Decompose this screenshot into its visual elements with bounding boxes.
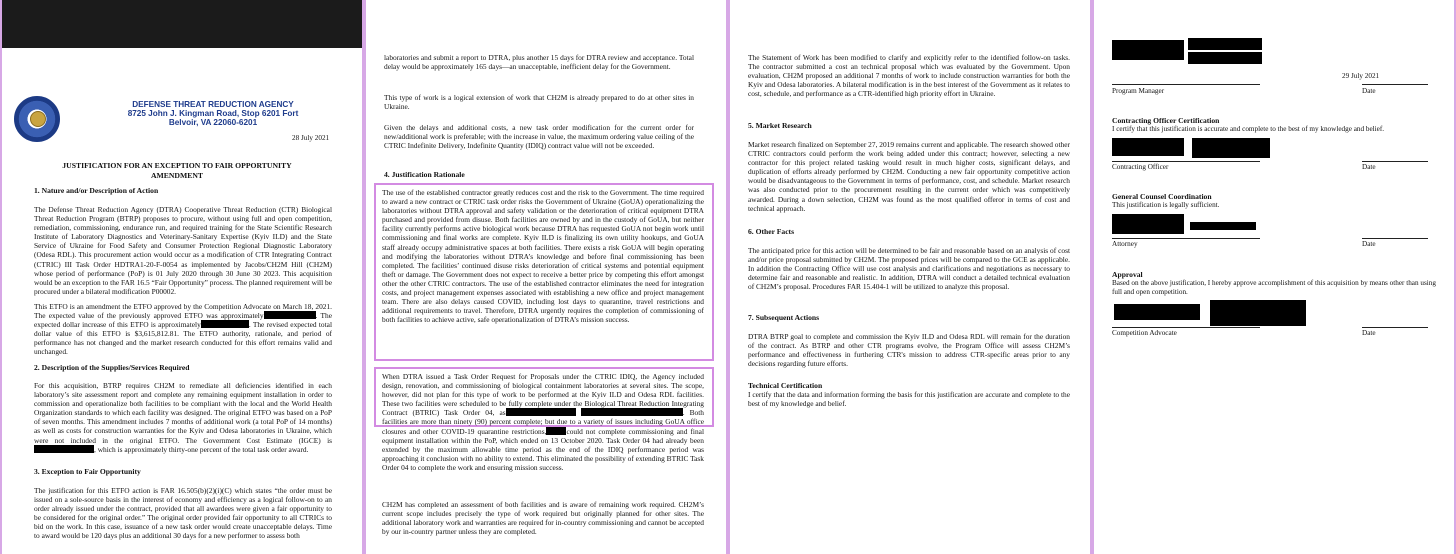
- attorney-label: Attorney: [1112, 240, 1138, 248]
- section-1-text: The Defense Threat Reduction Agency (DTRA) Cooperative Threat Reduction (CTR) Biological Threat Reduction Program (BTRP) proposes to procure, without using full and open competition, remediation, commissioning, endurance run, and required training for the State Scientific Research Institute of Laboratory Diagnostics and Veterinary-Sanitary Expertise (Kyiv ILD) and the State Service of Ukraine for Food Safety and Consumer Protection Regional Diagnostic Laboratory (Odesa RDL). This procurement action would occur as a modification of CTR Integrating Contract (CTRIC) III Task Order HDTRA1-20-F-0054 as implemented by Jacobs/CH2M Hill (CH2M) whose period of performance (PoP) is 01 July 2020 through 30 June 30 2023. This acquisition would be an exception to the FAR 16.5 “Fair Opportunity” process. The planned requirement will be procured under a bilateral modification P00002.: [34, 205, 332, 296]
- date-line: [1362, 84, 1428, 85]
- general-counsel-text: This justification is legally sufficient.: [1112, 201, 1220, 209]
- date-label: Date: [1362, 329, 1376, 337]
- document-title: JUSTIFICATION FOR AN EXCEPTION TO FAIR OPPORTUNITY AMENDMENT: [62, 161, 292, 180]
- section-6-heading: 6. Other Facts: [748, 227, 795, 236]
- agency-letterhead: [98, 100, 328, 127]
- paragraph-subsequent-actions: DTRA BTRP goal to complete and commission the Kyiv ILD and Odesa RDL will remain for the duration of the contract. As BTRP and other CTR programs evolve, the Program Office will assess CH2M’s performance and effectiveness in furthering CTR's mission to address CTR-specific areas prior to any decisions regarding future efforts.: [748, 332, 1070, 369]
- redaction-bar: [506, 408, 576, 416]
- signature-line: [1112, 327, 1260, 328]
- paragraph-market-research: Market research finalized on September 27, 2019 remains current and applicable. The research showed other CTRIC contractors could perform the work being added under this contract; however, selecting a new contractor for this project related tasking would result in much higher costs, significant delays, and duplication of efforts already performed by CH2M. Conducting a new fair opportunity competitive action would be disadvantageous to the Government in terms of performance, cost, and schedule. Market research was also conducted prior to the procurement resulting in the current order which was competitively awarded. During a down selection, CH2M was found as the most qualified offeror in terms of cost and technical approach.: [748, 140, 1070, 213]
- redaction-bar: [1188, 52, 1262, 64]
- signature-line: [1112, 84, 1260, 85]
- agency-name: DEFENSE THREAT REDUCTION AGENCY: [132, 100, 294, 109]
- page-top-bar: [2, 0, 362, 48]
- contracting-officer-certification-heading: Contracting Officer Certification: [1112, 116, 1220, 125]
- contracting-officer-label: Contracting Officer: [1112, 163, 1169, 171]
- paragraph-task-order: When DTRA issued a Task Order Request for Proposals under the CTRIC IDIQ, the Agency included design, renovation, and commissioning of biological containment laboratories at several sites. The scope, however, did not plan for this type of work to be performed at the Kyiv ILD and Odesa RDL facilities. These two facilities were scheduled to be fully complete under the Biological Threat Reduction Integrating Contract (BTRIC) Task Order 04, as . Both facilities are more than ninety (90) percent complete; but due to a variety of issues including GoUA office closures and other COVID-19 quarantine restrictions, could not complete commissioning and final equipment installation within the PoP, which ended on 13 October 2020. Task Order 04 had already been extended by the maximum allowable time period as the end of the IDIQ performance period was approaching it conclusion with no ability to extend. This eliminated the possibility of extending BTRIC Task Order 04 to complete the work and ensuring mission success.: [382, 372, 704, 472]
- section-4-heading: 4. Justification Rationale: [384, 170, 465, 179]
- paragraph-sow: The Statement of Work has been modified to clarify and explicitly refer to the identified follow-on tasks. The contractor submitted a cost an technical proposal which was evaluated by the Government. Upon evaluation, CH2M proposed an additional 7 months of work to include construction warranties for both the Kyiv and Odesa laboratories. A bilateral modification is in the best interest of the Government as it relates to cost, schedule, and performance as a CTR-identified high priority effort in Ukraine.: [748, 53, 1070, 99]
- redaction-bar: [264, 311, 316, 319]
- signature-date: 29 July 2021: [1342, 72, 1380, 80]
- paragraph-assessment: CH2M has completed an assessment of both facilities and is aware of remaining work required. CH2M’s current scope includes precisely the type of work required but originally planned for other sites. The additional laboratory work and warranties are required for in-country commissioning and cannot be accepted by our in-country partner unless they are completed.: [382, 500, 704, 537]
- section-1-heading: 1. Nature and/or Description of Action: [34, 186, 159, 195]
- redaction-bar: [1210, 300, 1306, 326]
- section-2-text: For this acquisition, BTRP requires CH2M to remediate all deficiencies identified in each laboratory’s site assessment report and complete any remaining equipment installation in order to commission and operationalize both facilities to be compliant with the local and the World Health Organization standards to which each facility was designed. The original ETFO was based on a PoP of seven months. This amendment includes 7 months of additional work (a total PoP of 14 months) as well as costs for construction warranties for the Kyiv and Odesa laboratories in Ukraine, which were not included in the original ETFO. The Government Cost Estimate (IGCE) is, which is approximately thirty-one percent of the total task order award.: [34, 381, 332, 454]
- dtra-seal-icon: [14, 96, 60, 142]
- redaction-bar: [1192, 138, 1270, 158]
- agency-address-1: 8725 John J. Kingman Road, Stop 6201 Fort: [127, 109, 299, 118]
- competition-advocate-label: Competition Advocate: [1112, 329, 1177, 337]
- section-3-text: The justification for this ETFO action is FAR 16.505(b)(2)(i)(C) which states “the order must be issued on a sole-source basis in the interest of economy and efficiency as a logical follow-on to an order already issued under the contract, provided that all awardees were given a fair opportunity to be considered for the original order.” The original order provided fair opportunity to all CTRICs to bid on the work. In this case, issuance of a new task order would create unacceptable delays. Time to award would be 120 days plus an additional 30 days for a new performer to assess both: [34, 486, 332, 541]
- general-counsel-coordination-heading: General Counsel Coordination: [1112, 192, 1212, 201]
- section-2-heading: 2. Description of the Supplies/Services Required: [34, 363, 190, 372]
- redaction-bar: [1114, 304, 1200, 320]
- date-line: [1362, 238, 1428, 239]
- date-label: Date: [1362, 163, 1376, 171]
- redaction-bar: [1190, 222, 1256, 230]
- document-page-3: [730, 0, 1090, 554]
- section-1b-text: This ETFO is an amendment the ETFO approved by the Competition Advocate on March 18, 2021. The expected value of the previously approved ETFO was approximately . The expected dollar increase of this ETFO is approximately . The revised expected total dollar value of this ETFO is $3,615,812.81. The ETFO authority, rationale, and period of performance has not changed and the market research conducted for this effort remains valid and unchanged.: [34, 302, 332, 357]
- document-page-4: [1094, 0, 1454, 554]
- redaction-bar: [1112, 214, 1184, 234]
- signature-line: [1112, 161, 1260, 162]
- approval-text: Based on the above justification, I hereby approve accomplishment of this acquisition by means other than using full and open competition.: [1112, 279, 1436, 296]
- redaction-bar: [581, 408, 683, 416]
- paragraph-other-facts: The anticipated price for this action will be determined to be fair and reasonable based on an analysis of cost and/or price proposal submitted by CH2M. The proposed prices will be compared to the GCE as applicable. In addition the Contracting Office will use cost analysis and clarifications and negotiations as necessary to determine fair and reasonable and realistic. In addition, DTRA will conduct a detailed technical evaluation of CH2M’s proposal. Procedures FAR 15.404-1 will be utilized to analyze this proposal.: [748, 246, 1070, 292]
- agency-address-2: Belvoir, VA 22060-6201: [168, 118, 258, 127]
- paragraph-logical-extension: This type of work is a logical extension of work that CH2M is already prepared to do at other sites in Ukraine.: [384, 93, 694, 112]
- signature-line: [1112, 238, 1260, 239]
- redaction-bar: [1188, 38, 1262, 50]
- date-label: Date: [1362, 87, 1376, 95]
- approval-heading: Approval: [1112, 270, 1143, 279]
- redaction-bar: [1112, 138, 1184, 156]
- paragraph-justification: The use of the established contractor greatly reduces cost and the risk to the Government. The time required to award a new contract or CTRIC task order risks the Government of Ukraine (GoUA) operationalizing the laboratories without DTRA approval and safety validation or the deterioration of critical equipment DTRA purchased and provided from disuse. Both facilities are owned by and in the custody of GoUA, but neither facility currently performs active biological work because DTRA has requested GoUA not begin work until commissioning and final works are complete. Kyiv ILD is finalizing its own utility hookups, and GoUA staff already occupy administrative spaces at both facilities. There exists a risk GoUA will begin operating and modifying the laboratories without DTRA’s knowledge and before final commissioning has been completed. The facilities’ continued disuse risks deterioration of critical systems and potential equipment theft or damage. The Government does not expect to receive a better price by competing this effort amongst other the other CTRIC contractors. The use of the established contractor eliminates the need for integration costs, and project management expenses associated with establishing a new office and project management team. There are also delays caused COVID, including lost days to quarantine, travel restrictions and additional requirements to travel. Therefore, DTRA urgently requires the completion of commissioning of both facilities to achieve active, safe operationalization of DTRA’s mission success.: [382, 188, 704, 325]
- section-3-heading: 3. Exception to Fair Opportunity: [34, 467, 141, 476]
- document-page-1: [2, 0, 362, 554]
- section-5-heading: 5. Market Research: [748, 121, 812, 130]
- document-date: 28 July 2021: [292, 134, 330, 142]
- redaction-bar: [1112, 40, 1184, 60]
- technical-certification-heading: Technical Certification: [748, 381, 823, 390]
- redaction-bar: [201, 320, 249, 328]
- date-line: [1362, 327, 1428, 328]
- program-manager-label: Program Manager: [1112, 87, 1165, 95]
- section-7-heading: 7. Subsequent Actions: [748, 313, 820, 322]
- paragraph-costs: Given the delays and additional costs, a new task order modification for the current order for new/additional work is preferable; with the increase in value, the maximum ordering value ceiling of the CTRIC Indefinite Delivery, Indefinite Quantity (IDIQ) contract value will not be exceeded.: [384, 123, 694, 151]
- paragraph-technical-certification: I certify that the data and information forming the basis for this justification are accurate and complete to the best of my knowledge and belief.: [748, 390, 1070, 409]
- paragraph-delay: laboratories and submit a report to DTRA, plus another 15 days for DTRA review and acceptance. Total delay would be approximately 165 days—an unacceptable, inefficient delay for the Government.: [384, 53, 694, 72]
- redaction-bar: [546, 427, 566, 435]
- document-page-2: [366, 0, 726, 554]
- contracting-officer-certification-text: I certify that this justification is accurate and complete to the best of my knowledge and belief.: [1112, 125, 1385, 133]
- redaction-bar: [34, 445, 94, 453]
- date-label: Date: [1362, 240, 1376, 248]
- date-line: [1362, 161, 1428, 162]
